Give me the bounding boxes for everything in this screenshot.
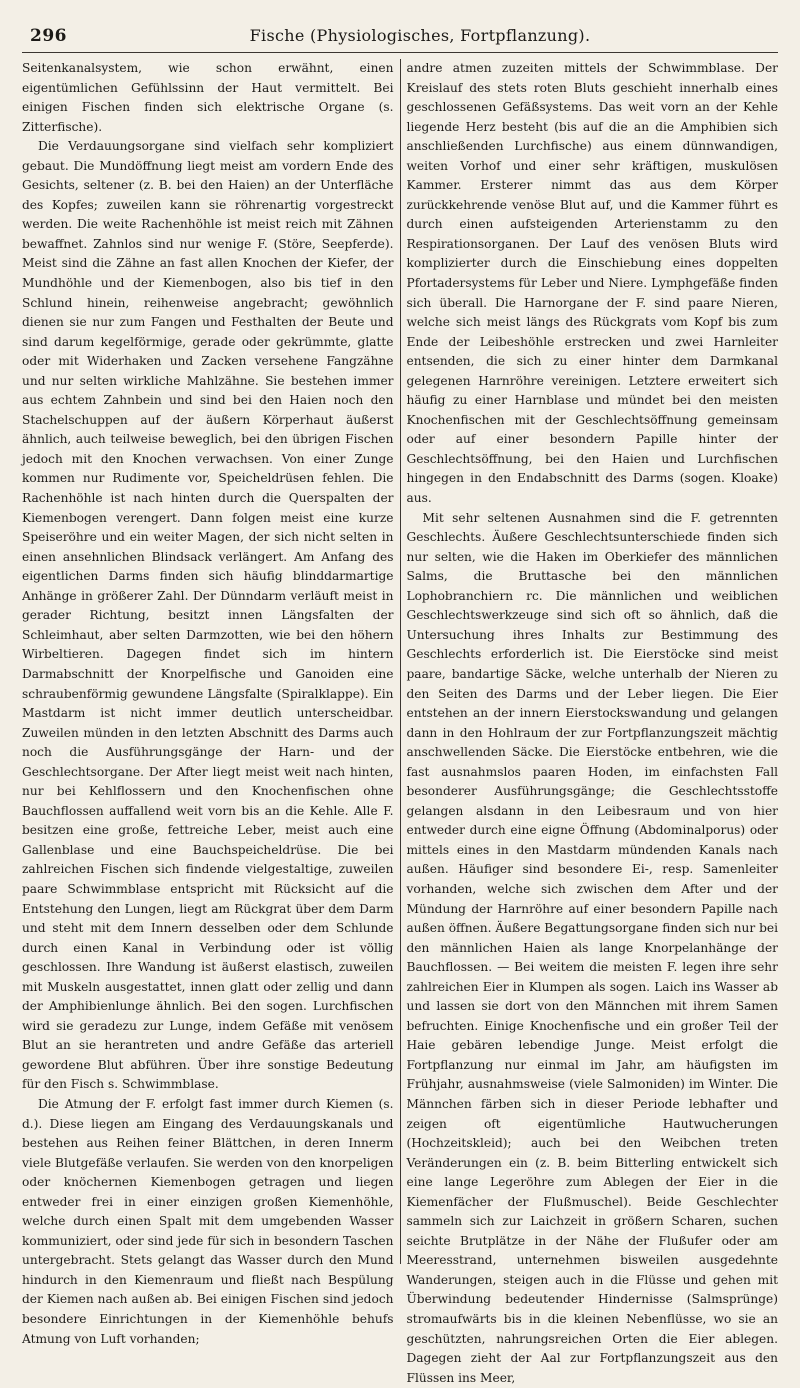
running-head: Fische (Physiologisches, Fortpflanzung). — [249, 26, 591, 45]
paragraph: Mit sehr seltenen Ausnahmen sind die F. getrennten Geschlechts. Äußere Geschlechtsunterschiede finden sich nur selten, wie die Haken im Oberkiefer des männlichen Salms, die Bruttasche bei den männlichen Lophobranchiern rc. Die männlichen und weiblichen Geschlechtswerkzeuge sind sich oft so ähnlich, daß die Untersuchung ihres Inhalts zur Bestimmung des Geschlechts erforderlich ist. Die Eierstöcke sind meist paare, bandartige Säcke, welche unterhalb der Nieren zu den Seiten des Darms und der Leber liegen. Die Eier entstehen an der innern Eierstockswandung und gelangen dann in den Hohlraum der zur Fortpflanzungszeit mächtig anschwellenden Säcke. Die Eierstöcke entbehren, wie die fast ausnahmslos paaren Hoden, im einfachsten Fall besonderer Ausführungsgänge; die Geschlechtsstoffe gelangen alsdann in den Leibesraum und von hier entweder durch eine eigne Öffnung (Abdominalporus) oder mittels eines in den Mastdarm mündenden Kanals nach außen. Häufiger sind besondere Ei-, resp. Samenleiter vorhanden, welche sich zwischen dem After und der Mündung der Harnröhre auf einer besondern Papille nach außen öffnen. Äußere Begattungsorgane finden sich nur bei den männlichen Haien als lange Knorpelanhänge der Bauchflossen. — Bei weitem die meisten F. legen ihre sehr zahlreichen Eier in Klumpen als sogen. Laich ins Wasser ab und lassen sie dort von den Männchen mit ihrem Samen befruchten. Einige Knochenfische und ein großer Teil der Haie gebären lebendige Junge. Meist erfolgt die Fortpflanzung nur einmal im Jahr, am häufigsten im Frühjahr, ausnahmsweise (viele Salmoniden) im Winter. Die Männchen färben sich in dieser Periode lebhafter und zeigen oft eigentümliche Hautwucherungen (Hochzeitskleid); auch bei den Weibchen treten Veränderungen ein (z. B. beim Bitterling entwickelt sich eine lange Legeröhre zum Ablegen der Eier in die Kiemenfächer der Flußmuschel). Beide Geschlechter sammeln sich zur Laichzeit in größern Scharen, suchen seichte Brutplätze in der Nähe der Flußufer oder am Meeresstrand, unternehmen bisweilen ausgedehnte Wanderungen, steigen auch in die Flüsse und gehen mit Überwindung bedeutender Hindernisse (Salmsprünge) stromaufwärts bis in die kleinen Nebenflüsse, wo sie an geschützten, nahrungsreichen Orten die Eier ablegen. Dagegen zieht der Aal zur Fortpflanzungszeit aus den Flüssen ins Meer, — [406, 510, 778, 1385]
column-left — [22, 59, 394, 1346]
header-rule — [22, 52, 778, 53]
page-number: 296 — [30, 26, 67, 46]
paragraph: Die Atmung der F. erfolgt fast immer durch Kiemen (s. d.). Diese liegen am Eingang des Verdauungskanals und bestehen aus Reihen feiner Blättchen, in deren Innerm viele Blutgefäße verlaufen. Sie werden von den knorpeligen oder knöchernen Kiemenbogen getragen und liegen entweder frei in einer einzigen großen Kiemenhöhle, welche durch einen Spalt mit dem umgebenden Wasser kommuniziert, oder sind jede für sich in besondern Taschen untergebracht. Stets gelangt das Wasser durch den Mund hindurch in den Kiemenraum und fließt nach Bespülung der Kiemen nach außen ab. Bei einigen Fischen sind jedoch besondere Einrichtungen in der Kiemenhöhle behufs Atmung von Luft vorhanden; — [22, 1096, 394, 1346]
paragraph: Die Verdauungsorgane sind vielfach sehr kompliziert gebaut. Die Mundöffnung liegt meist am vordern Ende des Gesichts, seltener (z. B. bei den Haien) an der Unterfläche des Kopfes; zuweilen kann sie röhrenartig vorgestreckt werden. Die weite Rachenhöhle ist meist reich mit Zähnen bewaffnet. Zahnlos sind nur wenige F. (Störe, Seepferde). Meist sind die Zähne an fast allen Knochen der Kiefer, der Mundhöhle und der Kiemenbogen, also bis tief in den Schlund hinein, reihenweise angebracht; gewöhnlich dienen sie nur zum Fangen und Festhalten der Beute und sind darum kegelförmige, gerade oder gekrümmte, glatte oder mit Widerhaken und Zacken versehene Fangzähne und nur selten wirkliche Mahlzähne. Sie bestehen immer aus echtem Zahnbein und sind bei den Haien noch den Stachelschuppen auf der äußern Körperhaut äußerst ähnlich, auch teilweise beweglich, bei den übrigen Fischen jedoch mit den Knochen verwachsen. Von einer Zunge kommen nur Rudimente vor, Speicheldrüsen fehlen. Die Rachenhöhle ist nach hinten durch die Querspalten der Kiemenbogen verengert. Dann folgen meist eine kurze Speiseröhre und ein weiter Magen, der sich nicht selten in einen ansehnlichen Blindsack verlängert. Am Anfang des eigentlichen Darms finden sich häufig blinddarmartige Anhänge in größerer Zahl. Der Dünndarm verläuft meist in gerader Richtung, besitzt innen Längsfalten der Schleimhaut, aber selten Darmzotten, wie bei den höhern Wirbeltieren. Dagegen findet sich im hintern Darmabschnitt der Knorpelfische und Ganoiden eine schraubenförmig gewundene Längsfalte (Spiralklappe). Ein Mastdarm ist nicht immer deutlich unterscheidbar. Zuweilen münden in den letzten Abschnitt des Darms auch noch die Ausführungsgänge der Harn- und der Geschlechtsorgane. Der After liegt meist weit nach hinten, nur bei Kehlflossern und den Knochenfischen ohne Bauchflossen auffallend weit vorn bis an die Kehle. Alle F. besitzen eine große, fettreiche Leber, meist auch eine Gallenblase und eine Bauchspeicheldrüse. Die bei zahlreichen Fischen sich findende vielgestaltige, zuweilen paare Schwimmblase entspricht mit Rücksicht auf die Entstehung den Lungen, liegt am Rückgrat über dem Darm und steht mit dem Innern desselben oder dem Schlunde durch einen Kanal in Verbindung oder ist völlig geschlossen. Ihre Wandung ist äußerst elastisch, zuweilen mit Muskeln ausgestattet, innen glatt oder zellig und dann der Amphibienlunge ähnlich. Bei den sogen. Lurchfischen wird sie geradezu zur Lunge, indem Gefäße mit venösem Blut an sie herantreten und andre Gefäße das arteriell gewordene Blut abführen. Über ihre sonstige Bedeutung für den Fisch s. Schwimmblase. — [22, 139, 394, 1092]
page-header — [22, 18, 778, 48]
column-right — [406, 59, 779, 1385]
column-divider — [400, 59, 401, 1264]
paragraph: andre atmen zuzeiten mittels der Schwimmblase. Der Kreislauf des stets roten Bluts geschieht innerhalb eines geschlossenen Gefäßsystems. Das weit vorn an der Kehle liegende Herz besteht (bis auf die an die Amphibien sich anschließenden Lurchfische) aus einem dünnwandigen, weiten Vorhof und einer sehr kräftigen, muskulösen Kammer. Ersterer nimmt das aus dem Körper zurückkehrende venöse Blut auf, und die Kammer führt es durch einen aufsteigenden Arterienstamm zu den Respirationsorganen. Der Lauf des venösen Bluts wird komplizierter durch die Einschiebung eines doppelten Pfortadersystems für Leber und Niere. Lymphgefäße finden sich überall. Die Harnorgane der F. sind paare Nieren, welche sich meist längs des Rückgrats vom Kopf bis zum Ende der Leibeshöhle erstrecken und zwei Harnleiter entsenden, die sich zu einer hinter dem Darmkanal gelegenen Harnröhre vereinigen. Letztere erweitert sich häufig zu einer Harnblase und mündet bei den meisten Knochenfischen mit der Geschlechtsöffnung gemeinsam oder auf einer besondern Papille hinter der Geschlechtsöffnung, bei den Haien und Lurchfischen hingegen in den Endabschnitt des Darms (sogen. Kloake) aus. — [406, 61, 778, 506]
paragraph: Seitenkanalsystem, wie schon erwähnt, einen eigentümlichen Gefühlssinn der Haut vermittelt. Bei einigen Fischen finden sich elektrische Organe (s. Zitterfische). — [22, 61, 394, 134]
text-columns — [22, 59, 778, 1385]
